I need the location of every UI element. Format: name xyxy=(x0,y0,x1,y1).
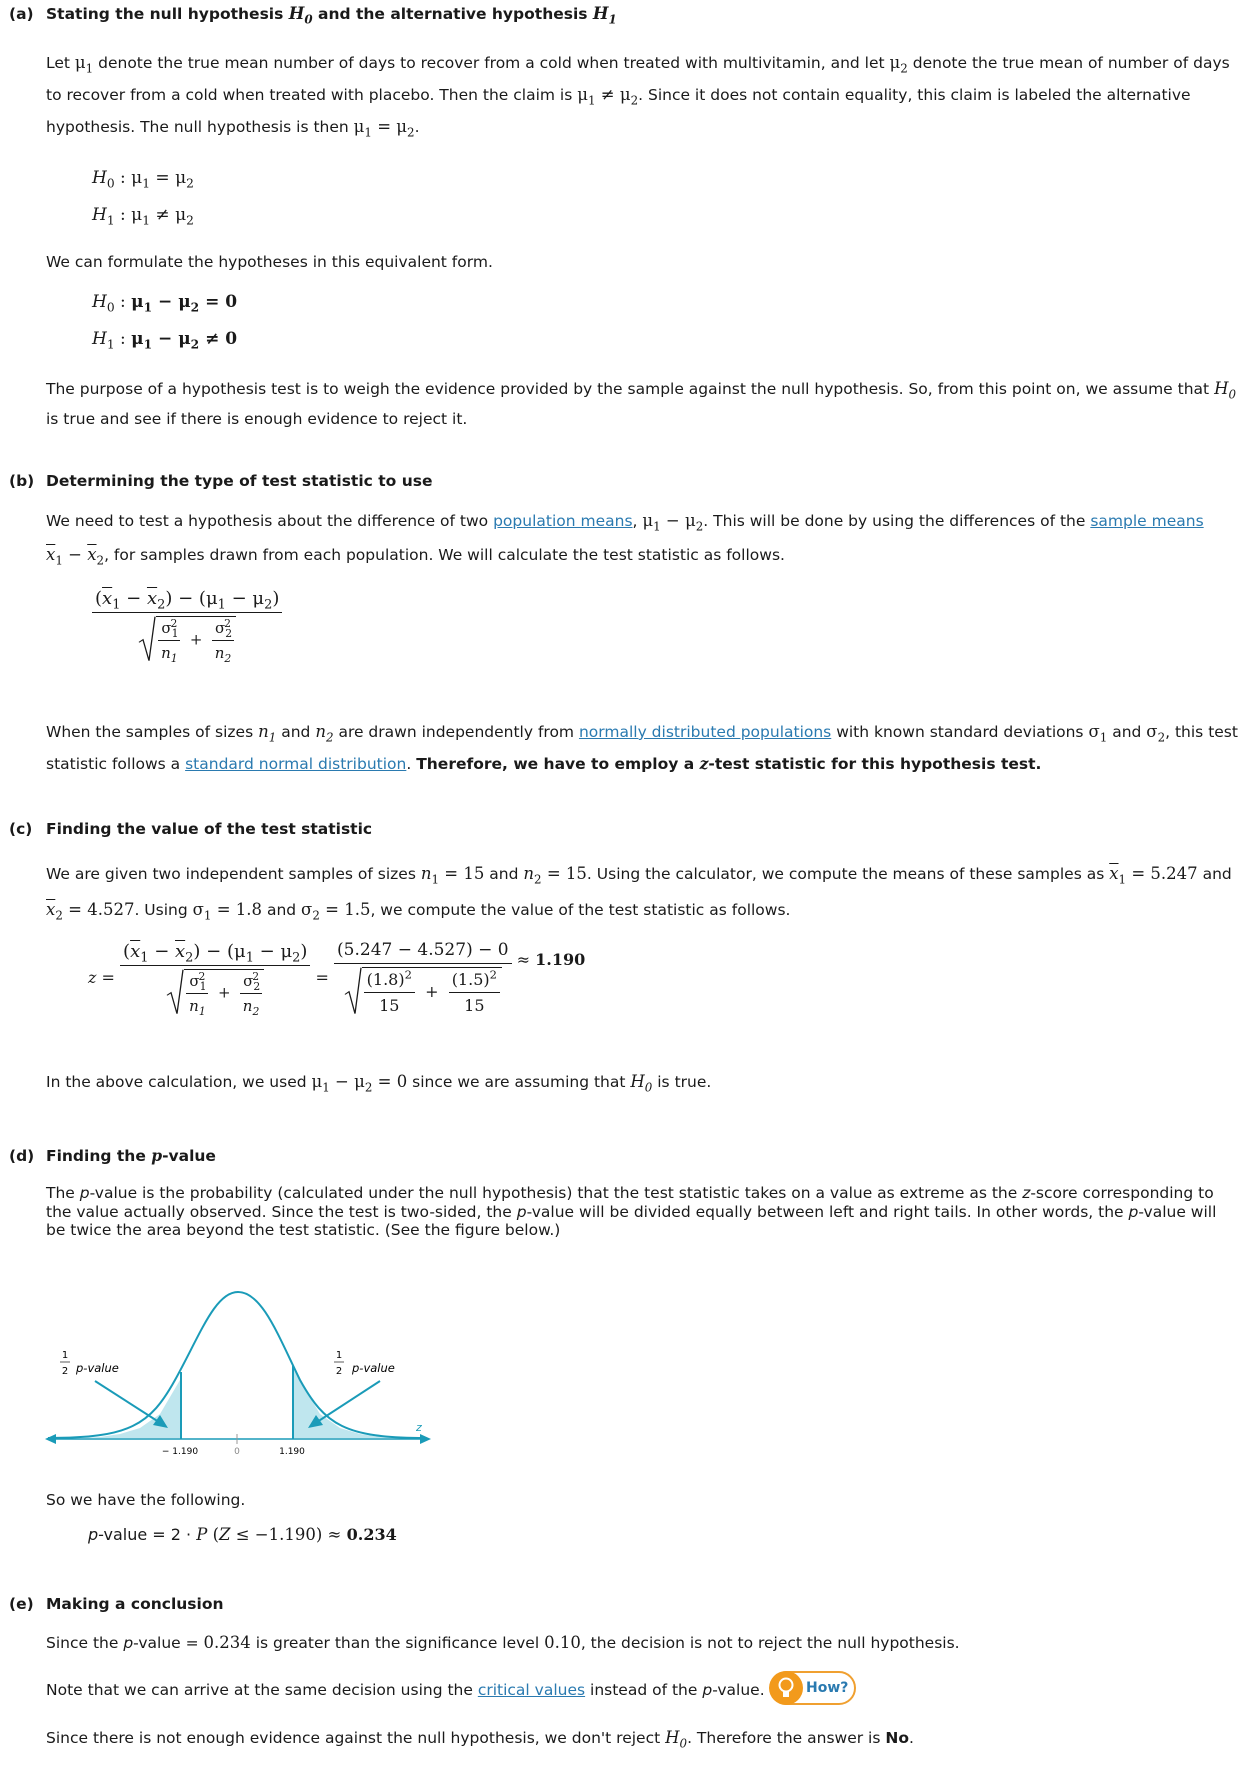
tick-label-left: − 1.190 xyxy=(161,1447,199,1457)
final-answer: No xyxy=(885,1729,909,1747)
section-d-heading: (d) Finding the p-value xyxy=(9,1146,216,1165)
left-half-den: 2 xyxy=(61,1366,69,1377)
lightbulb-icon xyxy=(769,1671,803,1705)
left-p-value-label: p-value xyxy=(76,1361,119,1375)
tick-label-right: 1.190 xyxy=(279,1447,305,1457)
section-a-heading: (a) Stating the null hypothesis $H_0$ and the alternative hypothesis $H_1$ xyxy=(9,4,617,27)
right-arrow-pointer xyxy=(314,1381,380,1424)
p-value-result: 0.234 xyxy=(346,1525,397,1544)
test-statistic-result: 1.190 xyxy=(535,950,586,969)
section-b-paragraph-2: When the samples of sizes $n_1$ and $n_2$ are drawn independently from normally distributed populations with known standard deviations $\sigma_1$ and $\sigma_2$, this test statistic follows a standard normal distribution. Therefore, we have to employ a z-test statistic for this hypothesis test. xyxy=(46,722,1238,773)
tick-label-zero: 0 xyxy=(234,1447,240,1457)
hypothesis-h0-equivalent: $H_0$ : $\mu_1 - \mu_2 = 0$ xyxy=(92,292,238,315)
x-axis-arrow-right xyxy=(420,1434,431,1444)
hypothesis-h0: $H_0$ : $\mu_1 = \mu_2$ xyxy=(92,168,194,191)
so-we-have-text: So we have the following. xyxy=(46,1491,246,1509)
test-statistic-calculation: z = $(\overline{x}_1 - \overline{x}_2) - (\mu_1 - \mu_2)$ $\frac{\sigma_1^2}{n_1}$ + $\frac{\sigma_2^2}{n_2}$ = (5.247 − 4.527) − 0 $\frac{(1.8)^2}{15}$ + $\frac{(1.5)^2}{15}$ ≈ 1.190 xyxy=(88,940,586,1018)
link-normally-distributed-populations[interactable]: normally distributed populations xyxy=(578,723,832,741)
section-c-heading: (c) Finding the value of the test statistic xyxy=(9,820,373,838)
left-arrow-pointer xyxy=(95,1381,162,1424)
equivalent-form-text: We can formulate the hypotheses in this equivalent form. xyxy=(46,253,493,271)
section-c-paragraph-1: We are given two independent samples of sizes $n_1 = 15$ and $n_2 = 15$. Using the calculator, we compute the means of these samples as $\overline{x}_1 = 5.247$ and $\overline{x}_2 = 4.527$. Using $\sigma_1 = 1.8$ and $\sigma_2 = 1.5$, we compute the value of the test statistic as follows. xyxy=(46,864,1232,923)
axis-label-z: z xyxy=(416,1421,422,1434)
p-value-calculation: p-value = 2 · P (Z ≤ −1.190) ≈ 0.234 xyxy=(88,1525,397,1544)
left-tail-shade xyxy=(60,1380,180,1438)
link-standard-normal-distribution[interactable]: standard normal distribution xyxy=(185,755,407,773)
section-b-heading: (b) Determining the type of test statistic to use xyxy=(9,472,433,490)
section-e-paragraph-3: Since there is not enough evidence against the null hypothesis, we don't reject $H_0$. Therefore the answer is No. xyxy=(46,1728,914,1751)
link-sample-means[interactable]: sample means xyxy=(1090,512,1204,530)
right-half-den: 2 xyxy=(335,1366,343,1377)
section-a-paragraph-2: The purpose of a hypothesis test is to weigh the evidence provided by the sample against the null hypothesis. So, from this point on, we assume that $H_0$ is true and see if there is enough evidence to reject it. xyxy=(46,379,1237,428)
hypothesis-h1: $H_1$ : $\mu_1 \ne \mu_2$ xyxy=(92,205,194,228)
section-e-heading: (e) Making a conclusion xyxy=(9,1595,224,1613)
section-e-paragraph-2: Note that we can arrive at the same decision using the critical values instead of the p-value. xyxy=(46,1681,765,1699)
section-a-paragraph-1: Let $\mu_1$ denote the true mean number of days to recover from a cold when treated with multivitamin, and let $\mu_2$ denote the true mean of number of days to recover from a cold when treated with placebo. Then the claim is $\mu_1 \ne \mu_2$. Since it does not contain equality, this claim is labeled the alternative hypothesis. The null hypothesis is then $\mu_1 = \mu_2$. xyxy=(46,53,1230,140)
x-axis-arrow-left xyxy=(45,1434,56,1444)
hypothesis-h1-equivalent: $H_1$ : $\mu_1 - \mu_2 \ne 0$ xyxy=(92,329,238,352)
link-critical-values[interactable]: critical values xyxy=(477,1681,586,1699)
link-population-means[interactable]: population means xyxy=(493,512,633,530)
p-value-figure xyxy=(40,1285,440,1460)
test-statistic-formula: $(\overline{x}_1 - \overline{x}_2) - (\mu_1 - \mu_2)$ $\frac{\sigma_1^2}{n_1}$ + $\frac{\sigma_2^2}{n_2}$ xyxy=(92,588,282,662)
right-p-value-label: p-value xyxy=(352,1361,395,1375)
section-c-paragraph-2: In the above calculation, we used $\mu_1 - \mu_2 = 0$ since we are assuming that $H_0$ is true. xyxy=(46,1072,712,1095)
right-tail-shade xyxy=(293,1368,410,1438)
section-e-paragraph-1: Since the p-value = 0.234 is greater than the significance level 0.10, the decision is not to reject the null hypothesis. xyxy=(46,1633,960,1652)
section-d-paragraph-1: The p-value is the probability (calculated under the null hypothesis) that the test statistic takes on a value as extreme as the z-score corresponding to the value actually observed. Since the test is two-sided, the p-value will be divided equally between left and right tails. In other words, the p-value will be twice the area beyond the test statistic. (See the figure below.) xyxy=(46,1184,1217,1239)
left-half-num: 1 xyxy=(61,1350,69,1361)
right-half-num: 1 xyxy=(335,1350,343,1361)
section-b-paragraph-1: We need to test a hypothesis about the difference of two population means, $\mu_1 - \mu_2$. This will be done by using the differences of the sample means $\overline{x}_1 - \overline{x}_2$, for samples drawn from each population. We will calculate the test statistic as follows. xyxy=(46,511,1204,568)
how-button[interactable]: How? xyxy=(770,1671,856,1705)
